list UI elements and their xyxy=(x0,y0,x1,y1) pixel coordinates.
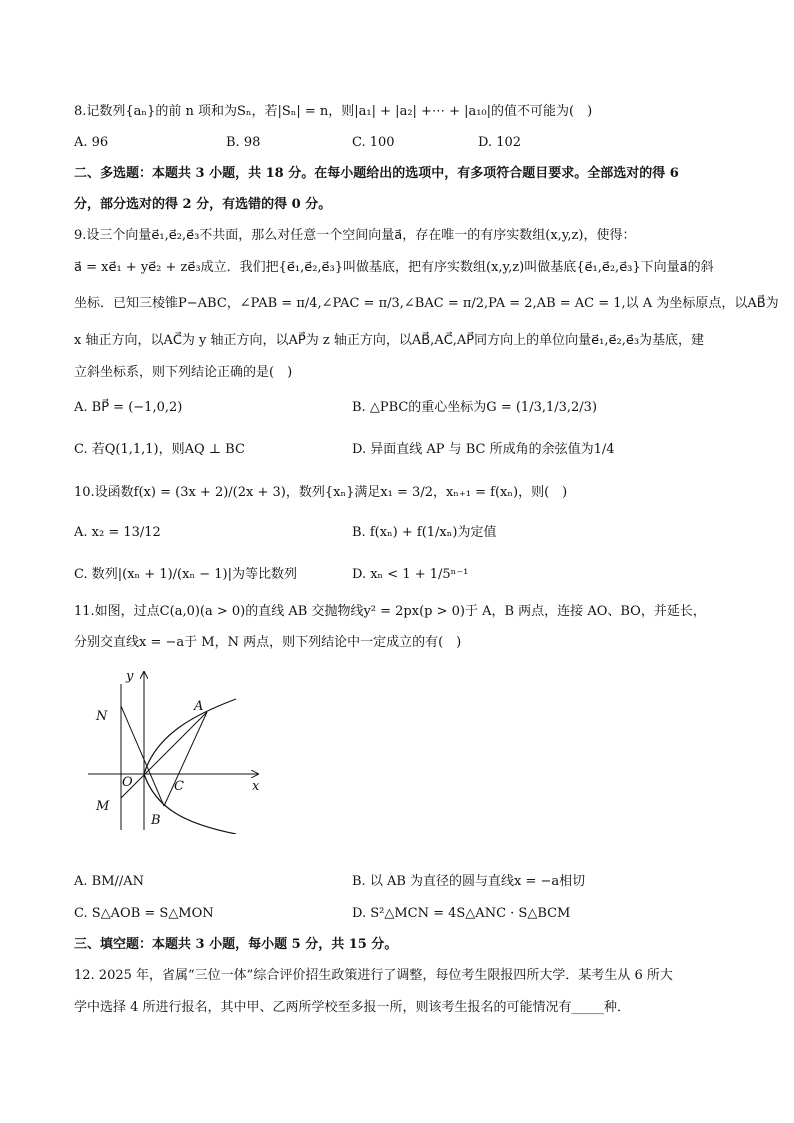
q10-option-a: A. x₂ = 13/12 xyxy=(74,525,161,540)
q10-option-d: D. xₙ < 1 + 1/5ⁿ⁻¹ xyxy=(352,567,469,582)
q9-option-b: B. △PBC的重心坐标为G = (1/3,1/3,2/3) xyxy=(352,400,598,415)
section2-heading-line1: 二、多选题：本题共 3 小题，共 18 分。在每小题给出的选项中，有多项符合题目要求。全部选对的得 6 xyxy=(74,166,679,181)
q8-option-a: A. 96 xyxy=(74,135,109,150)
chord-ab xyxy=(164,712,207,806)
label-o: O xyxy=(122,775,133,790)
q9-line1: 9.设三个向量e⃗₁,e⃗₂,e⃗₃不共面，那么对任意一个空间向量a⃗，存在唯一的有序实数组(x,y,z)，使得： xyxy=(74,228,636,243)
q12-line2: 学中选择 4 所进行报名，其中甲、乙两所学校至多报一所，则该考生报名的可能情况有_____种． xyxy=(74,1000,631,1015)
q11-option-b: B. 以 AB 为直径的圆与直线x = −a相切 xyxy=(352,874,586,889)
q9-option-c: C. 若Q(1,1,1)，则AQ ⊥ BC xyxy=(74,442,245,457)
q9-line5: 立斜坐标系，则下列结论正确的是( ) xyxy=(74,365,293,380)
q11-option-d: D. S²△MCN = 4S△ANC · S△BCM xyxy=(352,906,571,921)
q9-line2: a⃗ = xe⃗₁ + ye⃗₂ + ze⃗₃成立．我们把{e⃗₁,e⃗₂,e⃗₃}叫做基底，把有序实数组(x,y,z)叫做基底{e⃗₁,e⃗₂,e⃗₃}下向量a⃗的斜 xyxy=(74,260,714,275)
q10-option-c: C. 数列|(xₙ + 1)/(xₙ − 1)|为等比数列 xyxy=(74,567,297,582)
label-x: x xyxy=(252,779,260,794)
q9-option-d: D. 异面直线 AP 与 BC 所成角的余弦值为1/4 xyxy=(352,442,615,457)
section3-heading: 三、填空题：本题共 3 小题，每小题 5 分，共 15 分。 xyxy=(74,937,398,952)
label-b: B xyxy=(151,813,161,828)
q10-option-b: B. f(xₙ) + f(1/xₙ)为定值 xyxy=(352,525,497,540)
q11-line1: 11.如图，过点C(a,0)(a > 0)的直线 AB 交抛物线y² = 2px(p > 0)于 A，B 两点，连接 AO、BO，并延长， xyxy=(74,604,706,619)
q8-option-b: B. 98 xyxy=(226,135,261,150)
q8-option-c: C. 100 xyxy=(352,135,395,150)
label-y: y xyxy=(126,669,134,684)
label-m: M xyxy=(96,799,110,814)
line-ao-m xyxy=(121,712,207,798)
q8-option-d: D. 102 xyxy=(478,135,522,150)
q10-stem: 10.设函数f(x) = (3x + 2)/(2x + 3)，数列{xₙ}满足x₁ = 3/2，xₙ₊₁ = f(xₙ)，则( ) xyxy=(74,485,568,500)
q11-option-c: C. S△AOB = S△MON xyxy=(74,906,214,921)
label-a: A xyxy=(194,699,204,714)
label-n: N xyxy=(96,709,108,724)
q11-option-a: A. BM//AN xyxy=(74,874,145,889)
q9-line4: x 轴正方向，以AC⃗为 y 轴正方向，以AP⃗为 z 轴正方向，以AB⃗,AC⃗,AP⃗同方向上的单位向量e⃗₁,e⃗₂,e⃗₃为基底，建 xyxy=(74,333,705,348)
q9-option-a: A. BP⃗ = (−1,0,2) xyxy=(74,400,183,415)
q9-line3: 坐标．已知三棱锥P−ABC，∠PAB = π/4,∠PAC = π/3,∠BAC = π/2,PA = 2,AB = AC = 1,以 A 为坐标原点，以AB⃗为 xyxy=(74,296,779,311)
section2-heading-line2: 分，部分选对的得 2 分，有选错的得 0 分。 xyxy=(74,197,332,212)
parabola-figure xyxy=(86,664,276,834)
label-c: C xyxy=(174,779,184,794)
q11-line2: 分别交直线x = −a于 M，N 两点，则下列结论中一定成立的有( ) xyxy=(74,635,462,650)
q8-stem: 8.记数列{aₙ}的前 n 项和为Sₙ，若|Sₙ| = n，则|a₁| + |a₂| +⋯ + |a₁₀|的值不可能为( ) xyxy=(74,104,593,119)
q12-line1: 12. 2025 年，省属“三位一体”综合评价招生政策进行了调整，每位考生限报四所大学．某考生从 6 所大 xyxy=(74,968,673,983)
